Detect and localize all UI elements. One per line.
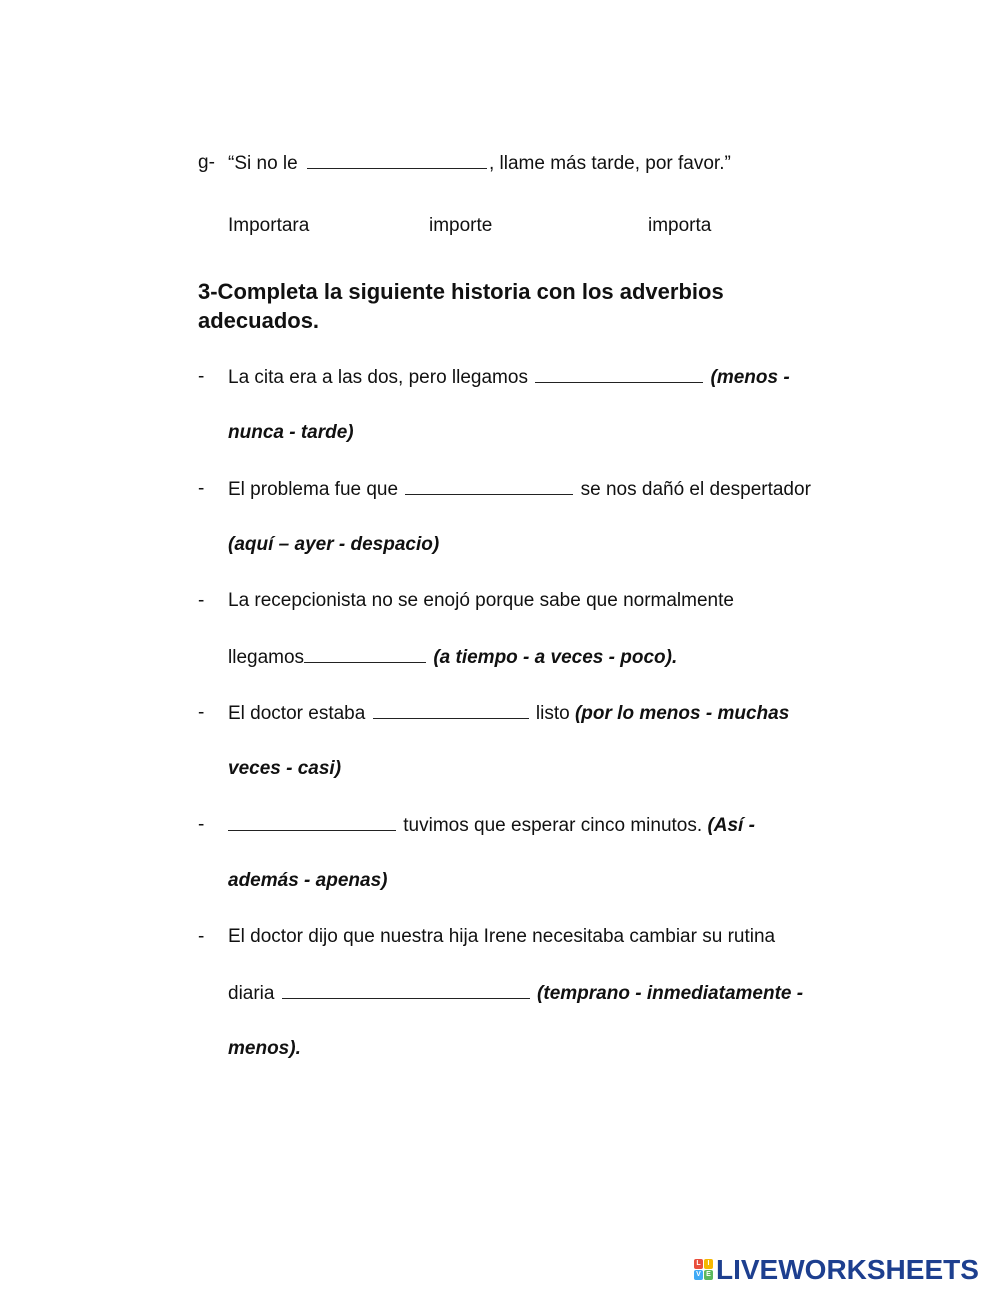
list-item-continuation [228, 982, 803, 1005]
list-dash: - [198, 366, 205, 387]
answer-blank[interactable] [282, 982, 530, 999]
list-item [228, 702, 789, 725]
item-text: El doctor estaba [228, 703, 366, 724]
item-g-before: “Si no le [228, 153, 298, 174]
options-text: nunca - tarde) [228, 422, 354, 443]
options-text: (aquí – ayer - despacio) [228, 534, 440, 555]
item-text: El problema fue que [228, 479, 399, 500]
item-g-marker: g- [198, 152, 215, 173]
answer-blank[interactable] [228, 814, 396, 831]
list-dash: - [198, 814, 205, 835]
options-text: (menos - [710, 367, 790, 388]
logo-mark-letter: E [704, 1270, 713, 1280]
answer-blank[interactable] [304, 646, 426, 663]
list-item [228, 814, 755, 837]
item-text: La recepcionista no se enojó porque sabe que normalmente [228, 590, 734, 611]
options-text: (Así - [707, 815, 755, 836]
list-item [228, 590, 734, 612]
options-text: menos). [228, 1038, 301, 1059]
answer-blank[interactable] [535, 366, 703, 383]
item-text: diaria [228, 983, 275, 1004]
list-dash: - [198, 478, 205, 499]
list-item [228, 478, 811, 501]
options-text: (por lo menos - muchas [574, 703, 790, 724]
answer-blank[interactable] [405, 478, 573, 495]
options-text: (temprano - inmediatamente - [537, 983, 804, 1004]
item-g-blank[interactable] [307, 152, 487, 169]
logo-mark-icon [694, 1259, 714, 1281]
list-item-continuation [228, 646, 677, 669]
options-text: veces - casi) [228, 758, 342, 779]
item-g-option-2[interactable]: importe [429, 215, 493, 236]
list-dash: - [198, 590, 205, 611]
list-item [228, 366, 790, 389]
logo-mark-letter: I [704, 1259, 713, 1269]
logo-mark-letter: L [694, 1259, 703, 1269]
item-text: llegamos [228, 647, 305, 668]
answer-blank[interactable] [373, 702, 529, 719]
item-text-after: listo [535, 703, 570, 724]
options-text: además - apenas) [228, 870, 388, 891]
logo-text: LIVEWORKSHEETS [716, 1254, 979, 1285]
section-3-heading: 3-Completa la siguiente historia con los adverbios adecuados. [198, 279, 724, 333]
liveworksheets-logo [694, 1254, 979, 1285]
item-g-option-3[interactable]: importa [648, 215, 712, 236]
logo-mark-letter: V [694, 1270, 703, 1280]
item-text: La cita era a las dos, pero llegamos [228, 367, 528, 388]
item-g-option-1[interactable]: Importara [228, 215, 310, 236]
item-g-after: , llame más tarde, por favor.” [488, 153, 731, 174]
options-text: (a tiempo - a veces - poco). [433, 647, 678, 668]
item-text-after: tuvimos que esperar cinco minutos. [403, 815, 703, 836]
list-dash: - [198, 702, 205, 723]
list-dash: - [198, 926, 205, 947]
list-item [228, 926, 775, 948]
item-text: El doctor dijo que nuestra hija Irene necesitaba cambiar su rutina [228, 926, 776, 947]
item-text-after: se nos dañó el despertador [580, 479, 811, 500]
item-g-sentence [228, 152, 731, 175]
